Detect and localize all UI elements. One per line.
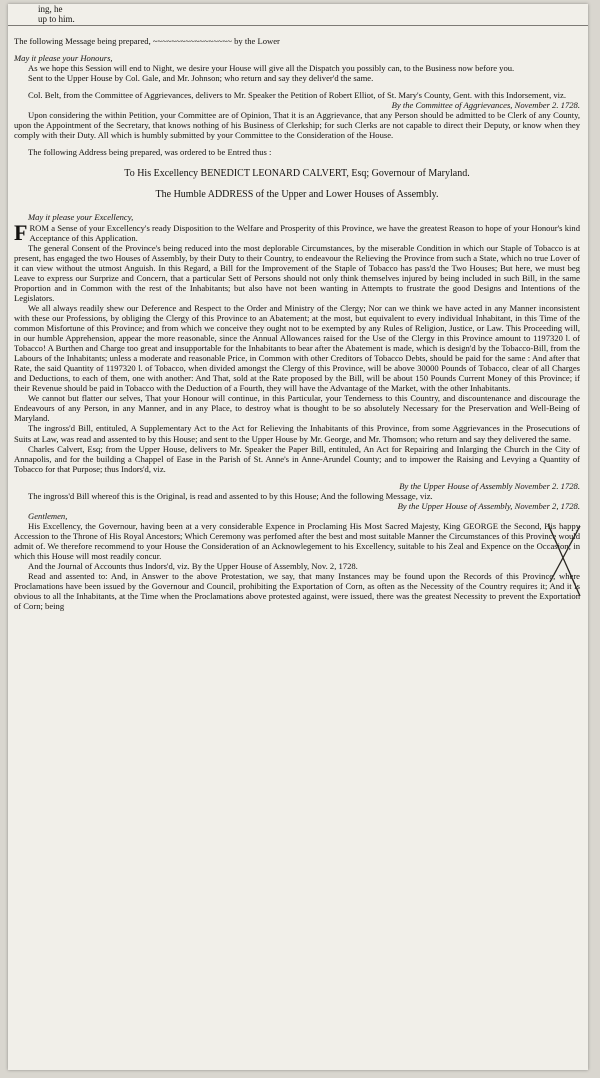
paragraph: Col. Belt, from the Committee of Aggrievances, delivers to Mr. Speaker the Petition of Robert Elliot, of St. Mary's County, Gent. with this Indorsement, viz. bbox=[28, 90, 567, 101]
handwritten-cross-mark bbox=[544, 520, 584, 600]
paragraph: We cannot but flatter our selves, That your Honour will continue, in this Particular, your Tenderness to this Country, and discountenance and discourage the Endeavours of any Person, in any Manner, and in any Place, to destroy what is thought to be so absolutely Necessary for the Preservation and Well-Being of Maryland. bbox=[14, 393, 580, 424]
paragraph: Read and assented to: And, in Answer to the above Protestation, we say, that many Instances may be found upon the Records of this Province, where Proclamations have been issued by the Governour and Council, prohibiting the Exportation of Corn, as often as the Necessity of the Country requires it; And it is obvious to all the Inhabitants, at the Time when the Proclamations above protested against, were issued, there was the greatest Necessity to prevent the Exportation of Corn; being bbox=[14, 571, 580, 612]
paragraph: Gentlemen, bbox=[28, 510, 68, 521]
column-rule bbox=[8, 25, 588, 26]
paragraph: By the Upper House of Assembly November 2. 1728. bbox=[399, 480, 580, 491]
paragraph: The following Address being prepared, was ordered to be Entred thus : bbox=[28, 147, 272, 158]
paragraph-text: ROM a Sense of your Excellency's ready Disposition to the Welfare and Prosperity of this Province, we have the greatest Reason to hope of your Honour's kind Acceptance of this Application. bbox=[29, 222, 580, 243]
paragraph: Sent to the Upper House by Col. Gale, and Mr. Johnson; who return and say they deliver'd the same. bbox=[28, 73, 374, 84]
paragraph: As we hope this Session will end to Night, we desire your House will give all the Dispatch you possibly can, to the Business now before you. bbox=[28, 63, 515, 74]
paragraph: His Excellency, the Governour, having been at a very considerable Expence in Proclaming His Most Sacred Majesty, King GEORGE the Second, His happy Accession to the Throne of His Royal Ancestors; Which Ceremony was perfomed after the best and most suitable Manner the Circumstances of this Province would admit of. We therefore recommend to your House the Consideration of an Acknowlegement to his Excellency, suitable to his Zeal and Expence on the Occasion; in which this House will most readily concur. bbox=[14, 520, 580, 562]
paragraph: By the Committee of Aggrievances, November 2. 1728. bbox=[391, 100, 580, 111]
paragraph: The following Message being prepared, ~~~~~~~~~~~~~~~~~ by the Lower bbox=[14, 36, 280, 46]
paragraph: By the Upper House of Assembly, November 2, 1728. bbox=[397, 500, 580, 511]
drop-cap: F bbox=[14, 219, 28, 245]
paragraph: The ingross'd Bill whereof this is the Original, is read and assented to by this House; And the following Message, viz. bbox=[28, 490, 433, 501]
paragraph: May it please your Excellency, bbox=[28, 212, 134, 223]
paragraph: The general Consent of the Province's being reduced into the most deplorable Circumstances, by the miserable Condition in which our Staple of Tobacco is at present, has engaged the two Houses of Assembly, by their Duty to their Country, to endeavour the Relieving the Province from such a State, which no true Lover of it can view without the utmost Anguish. In this Regard, a Bill for the Improvement of the Staple of Tobacco has pass'd the Two Houses; But here, we must beg Leave to express our Surprize and Concern, that a particular Sett of Persons should not only think themselves injured by being included in such Bill, in the same Proportion and in Common with the rest of the Inhabitants; but also have not been wanting in Attempts to frustrate the good Designs and Intentions of the Legislators. bbox=[14, 242, 580, 303]
document-page bbox=[8, 4, 588, 1070]
paragraph bbox=[14, 219, 580, 245]
paragraph: To His Excellency BENEDICT LEONARD CALVERT, Esq; Governour of Maryland. bbox=[124, 168, 470, 180]
paragraph: Charles Calvert, Esq; from the Upper House, delivers to Mr. Speaker the Paper Bill, entituled, An Act for Repairing and Inlarging the Church in the City of Annapolis, and for the building a Chappel of Ease in the Parish of St. Anne's in Anne-Arundel County; and to impower the Raising and Levying a Quantity of Tobacco for that Purpose; thus Indors'd, viz. bbox=[14, 443, 580, 474]
paragraph: May it please your Honours, bbox=[14, 53, 113, 64]
fragment-line-2: up to him. bbox=[38, 14, 75, 24]
fragment-top bbox=[38, 4, 75, 24]
document-body bbox=[8, 36, 588, 611]
paragraph: The ingross'd Bill, entituled, A Supplementary Act to the Act for Relieving the Inhabitants of this Province, from some Aggrievances in the Prosecutions of Suits at Law, was read and assented to by this House; and sent to the Upper House by Mr. George, and Mr. Thomson; who return and say they delivered the same. bbox=[14, 423, 580, 444]
paragraph: And the Journal of Accounts thus Indors'd, viz. By the Upper House of Assembly, Nov. 2, 1728. bbox=[28, 561, 358, 572]
paragraph: The Humble ADDRESS of the Upper and Lower Houses of Assembly. bbox=[155, 189, 439, 201]
paragraph: We all always readily shew our Deference and Respect to the Order and Ministry of the Clergy; Nor can we think we have acted in any Manner inconsistent with these our Professions, by obliging the Clergy of this Province to an Abatement; at the most, but equivalent to every individual Inhabitant, in this Time of the common Misfortune of this Province; and from which we conceive they ought not to be exempted by any Rules of Religion, Justice, or Law. This Proceeding will, in our humble Apprehension, appear the more reasonable, since the Annual Allowances raised for the Use of the Clergy in this Province amount to 1197320 l. of Tobacco! A Burthen and Charge too great and insupportable for the Inhabitants to bear after the Abatement is made, which is design'd by the Tobacco-Bill, from the Labours of the Inhabitants; unless a moderate and reasonable Price, in Common with other Creditors of Tobacco Debts, should be paid for the same : And after that Rate, the said Quantity of 1197320 l. of Tobacco, when divided amongst the Clergy of this Province, will be above 30000 Pounds of Tobacco, clear of all Charges and Deductions, to each of them, one with another: And That, sold at the Rate proposed by the Bill, will be about 150 Pounds Current Money of this Province; if their Revenue should be paid in Tobacco with the Deduction of a Fourth, they will have the Advantage of the Market, with the other Inhabitants. bbox=[14, 302, 580, 394]
fragment-line-1: ing, he bbox=[38, 4, 63, 14]
paragraph: Upon considering the within Petition, your Committee are of Opinion, That it is an Aggrievance, that any Person should be admitted to be Clerk of any County, upon the Appointment of the Secretary, that knows nothing of his Business of Clerkship; for such Clerks are not capable to direct their Deputy, or know when they comply with their Duty. All which is humbly submitted by your Committee to the Consideration of the House. bbox=[14, 110, 580, 141]
